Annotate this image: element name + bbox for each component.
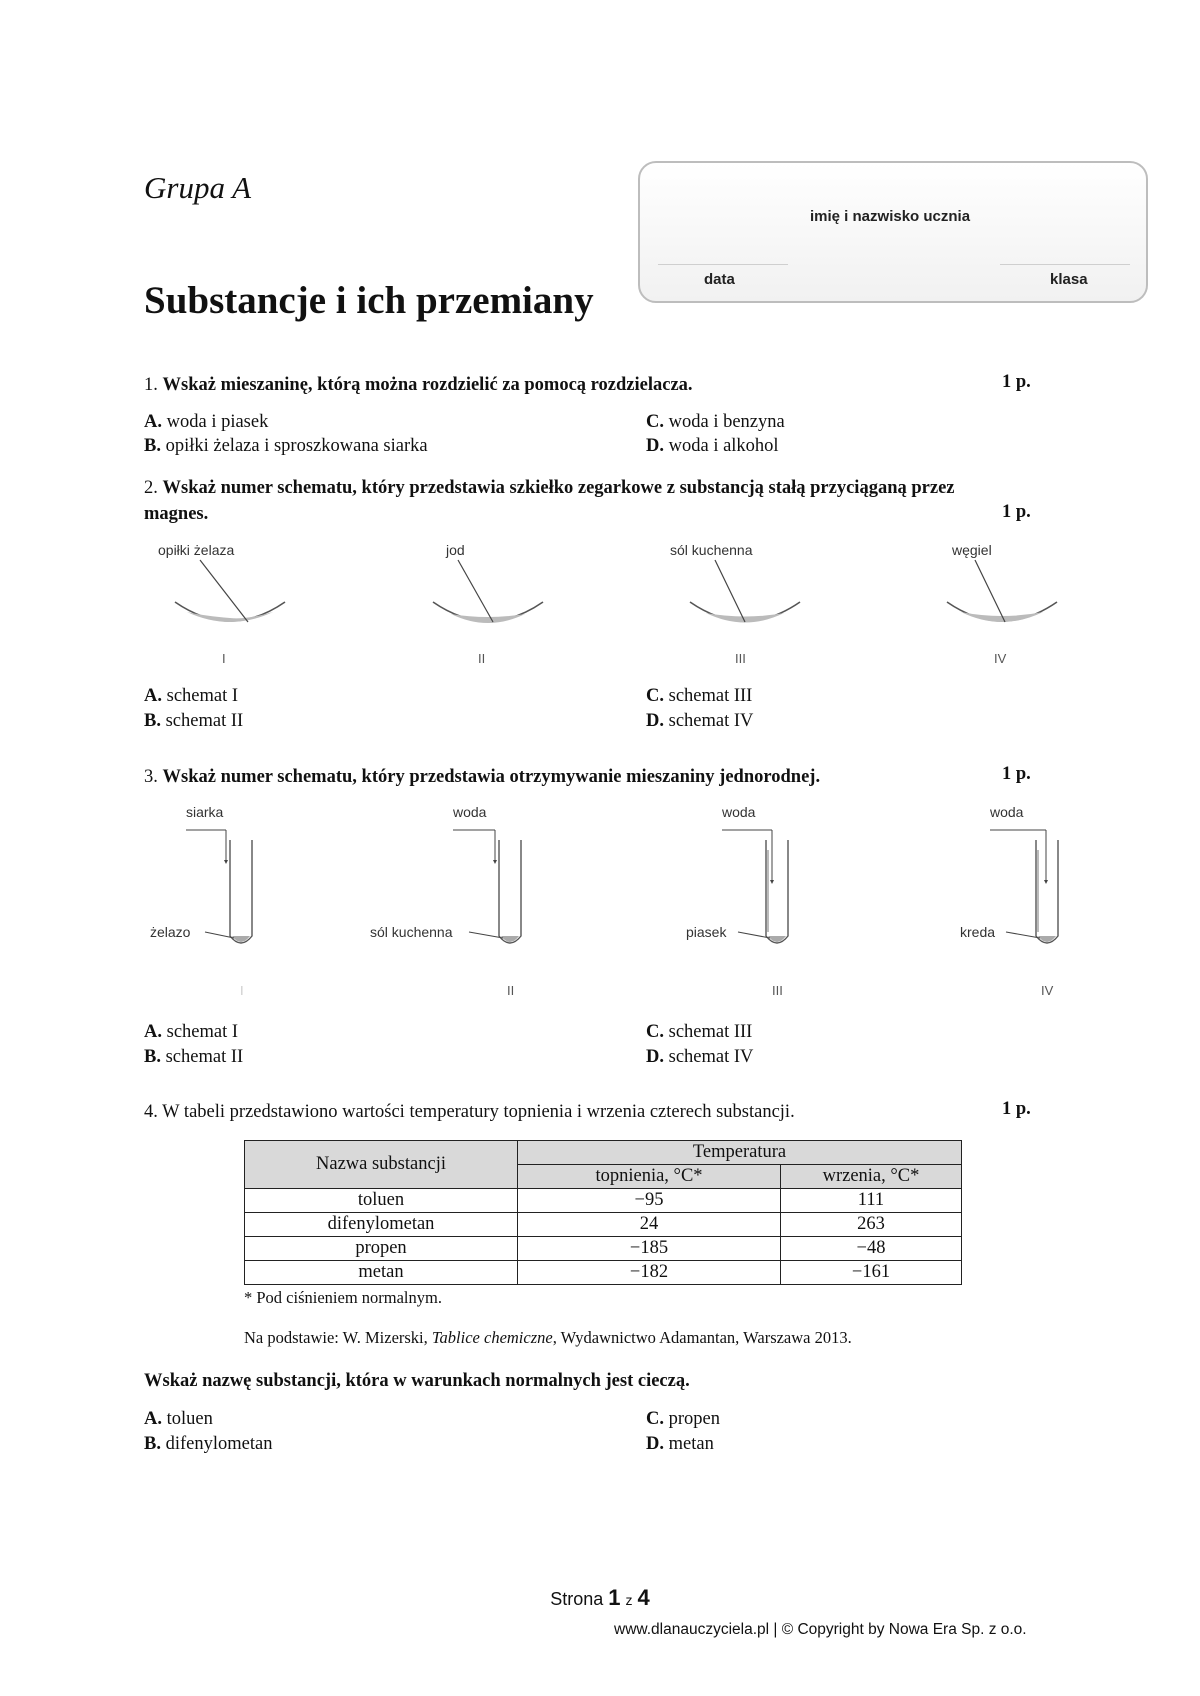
watch-glass-4 bbox=[947, 560, 1057, 622]
question-1 bbox=[144, 372, 693, 398]
q2-diagram-2-label: jod bbox=[446, 542, 465, 558]
q4-question: Wskaż nazwę substancji, która w warunkach normalnych jest cieczą. bbox=[144, 1371, 690, 1391]
cell-name: propen bbox=[245, 1237, 518, 1261]
q2-option-a[interactable]: A. schemat I bbox=[144, 686, 239, 706]
q3-option-d[interactable]: D. schemat IV bbox=[646, 1047, 754, 1067]
q2-points: 1 p. bbox=[1002, 502, 1031, 522]
date-line bbox=[658, 264, 788, 265]
watch-glass-diagrams bbox=[0, 540, 1200, 640]
page-title: Substancje i ich przemiany bbox=[144, 279, 594, 322]
q3-option-b[interactable]: B. schemat II bbox=[144, 1047, 244, 1067]
cell-melt: 24 bbox=[518, 1213, 781, 1237]
test-tube-2 bbox=[453, 830, 521, 943]
q3-points: 1 p. bbox=[1002, 764, 1031, 784]
cell-boil: 111 bbox=[781, 1189, 962, 1213]
student-info-box bbox=[638, 161, 1148, 303]
question-4 bbox=[144, 1099, 795, 1125]
test-tube-diagrams bbox=[0, 820, 1200, 960]
cell-name: toluen bbox=[245, 1189, 518, 1213]
q4-option-b[interactable]: B. difenylometan bbox=[144, 1434, 273, 1454]
cell-name: difenylometan bbox=[245, 1213, 518, 1237]
q3-number: 3. bbox=[144, 767, 158, 787]
q4-option-c[interactable]: C. propen bbox=[646, 1409, 720, 1429]
q3-diagram-3-top-label: woda bbox=[722, 804, 756, 820]
q1-option-b[interactable]: B. opiłki żelaza i sproszkowana siarka bbox=[144, 436, 428, 456]
watch-glass-3 bbox=[690, 560, 800, 623]
q2-option-b[interactable]: B. schemat II bbox=[144, 711, 244, 731]
test-tube-4 bbox=[990, 830, 1058, 943]
q1-option-a[interactable]: A. woda i piasek bbox=[144, 412, 269, 432]
name-label: imię i nazwisko ucznia bbox=[810, 208, 971, 225]
q3-diagram-4-bottom-label: kreda bbox=[960, 924, 996, 940]
cell-boil: −161 bbox=[781, 1261, 962, 1285]
q1-points: 1 p. bbox=[1002, 372, 1031, 392]
header-melting: topnienia, °C* bbox=[518, 1165, 781, 1189]
test-tube-1 bbox=[186, 830, 252, 943]
q3-option-c[interactable]: C. schemat III bbox=[646, 1022, 753, 1042]
q3-diagram-1-top-label: siarka bbox=[186, 804, 224, 820]
page-number: Strona 1 z 4 bbox=[550, 1585, 650, 1610]
class-label: klasa bbox=[1050, 271, 1088, 288]
table-row bbox=[245, 1213, 962, 1237]
source-citation: Na podstawie: W. Mizerski, Tablice chemiczne, Wydawnictwo Adamantan, Warszawa 2013. bbox=[244, 1328, 852, 1347]
header-substance-name: Nazwa substancji bbox=[245, 1141, 518, 1189]
class-line bbox=[1000, 264, 1130, 265]
test-tube-3 bbox=[722, 830, 788, 943]
q4-option-a[interactable]: A. toluen bbox=[144, 1409, 213, 1429]
cell-boil: −48 bbox=[781, 1237, 962, 1261]
q4-option-d[interactable]: D. metan bbox=[646, 1434, 714, 1454]
question-3 bbox=[144, 764, 820, 790]
cell-melt: −185 bbox=[518, 1237, 781, 1261]
q4-number: 4. bbox=[144, 1102, 158, 1122]
q3-numeral-1: I bbox=[240, 983, 244, 998]
q2-option-c[interactable]: C. schemat III bbox=[646, 686, 753, 706]
q1-option-c[interactable]: C. woda i benzyna bbox=[646, 412, 785, 432]
q2-text-line2: magnes. bbox=[144, 504, 209, 524]
cell-boil: 263 bbox=[781, 1213, 962, 1237]
q1-option-d[interactable]: D. woda i alkohol bbox=[646, 436, 779, 456]
watch-glass-1 bbox=[175, 560, 285, 622]
substance-temperature-table bbox=[244, 1140, 962, 1285]
q1-text: Wskaż mieszaninę, którą można rozdzielić za pomocą rozdzielacza. bbox=[162, 375, 693, 395]
q3-diagram-2-top-label: woda bbox=[453, 804, 487, 820]
group-label: Grupa A bbox=[144, 170, 252, 205]
header-boiling: wrzenia, °C* bbox=[781, 1165, 962, 1189]
cell-melt: −182 bbox=[518, 1261, 781, 1285]
q3-text: Wskaż numer schematu, który przedstawia otrzymywanie mieszaniny jednorodnej. bbox=[162, 767, 821, 787]
q2-diagram-3-label: sól kuchenna bbox=[670, 542, 753, 558]
q3-diagram-1-bottom-label: żelazo bbox=[150, 924, 191, 940]
q3-option-a[interactable]: A. schemat I bbox=[144, 1022, 239, 1042]
q3-numeral-3: III bbox=[772, 983, 783, 998]
header-temperature: Temperatura bbox=[518, 1141, 962, 1165]
q1-number: 1. bbox=[144, 375, 158, 395]
watch-glass-2 bbox=[433, 560, 543, 623]
q2-numeral-2: II bbox=[478, 651, 486, 666]
q2-numeral-3: III bbox=[735, 651, 746, 666]
table-row bbox=[245, 1189, 962, 1213]
copyright-footer: www.dlanauczyciela.pl | © Copyright by Nowa Era Sp. z o.o. bbox=[614, 1621, 1027, 1638]
q3-numeral-2: II bbox=[507, 983, 515, 998]
table-row bbox=[245, 1237, 962, 1261]
q3-numeral-4: IV bbox=[1041, 983, 1054, 998]
q4-text: W tabeli przedstawiono wartości temperatury topnienia i wrzenia czterech substancji. bbox=[162, 1102, 795, 1122]
cell-melt: −95 bbox=[518, 1189, 781, 1213]
table-row bbox=[245, 1261, 962, 1285]
q3-diagram-2-bottom-label: sól kuchenna bbox=[370, 924, 453, 940]
q3-diagram-4-top-label: woda bbox=[990, 804, 1024, 820]
q2-option-d[interactable]: D. schemat IV bbox=[646, 711, 754, 731]
q2-number: 2. bbox=[144, 478, 158, 498]
q2-numeral-1: I bbox=[222, 651, 226, 666]
table-footnote: * Pod ciśnieniem normalnym. bbox=[244, 1288, 442, 1307]
q3-diagram-3-bottom-label: piasek bbox=[686, 924, 727, 940]
q4-points: 1 p. bbox=[1002, 1099, 1031, 1119]
question-2 bbox=[144, 475, 955, 527]
date-label: data bbox=[704, 271, 735, 288]
source-book-title: Tablice chemiczne bbox=[431, 1328, 553, 1347]
cell-name: metan bbox=[245, 1261, 518, 1285]
q2-diagram-4-label: węgiel bbox=[952, 542, 992, 558]
q2-diagram-1-label: opiłki żelaza bbox=[158, 542, 235, 558]
q2-text-line1: Wskaż numer schematu, który przedstawia szkiełko zegarkowe z substancją stałą przyciąganą przez bbox=[162, 478, 955, 498]
q2-numeral-4: IV bbox=[994, 651, 1007, 666]
